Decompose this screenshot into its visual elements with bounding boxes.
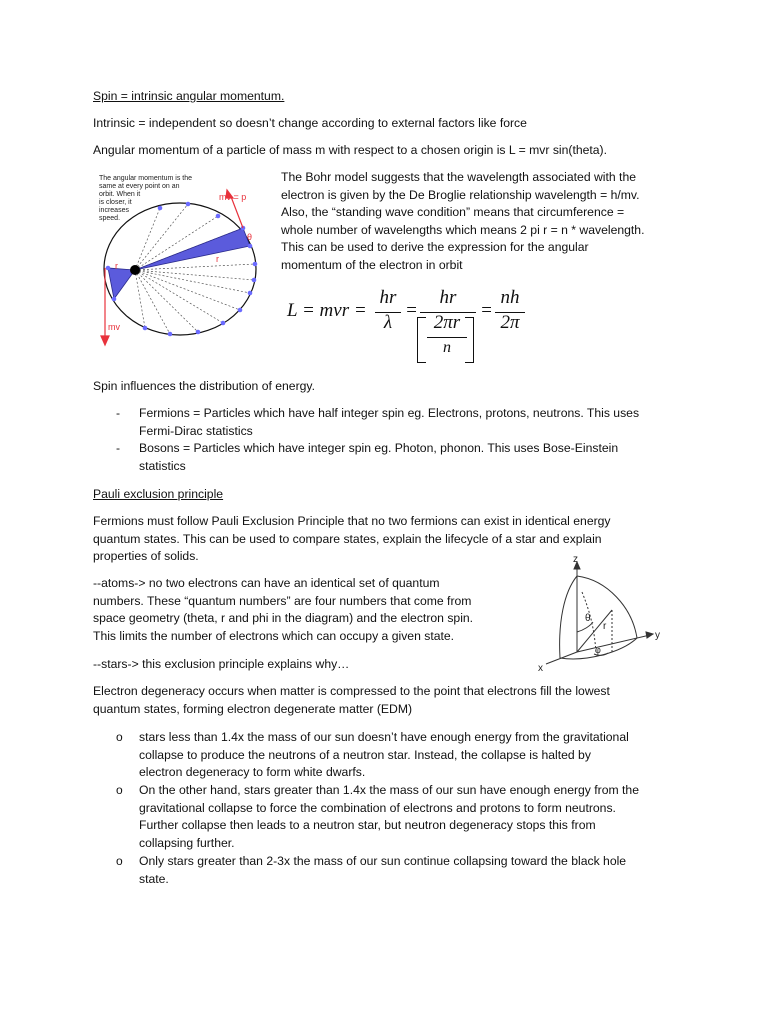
circle-bullet: o bbox=[116, 783, 123, 797]
label-mv: mv bbox=[108, 322, 120, 332]
circle-bullet: o bbox=[116, 854, 123, 868]
frac2-numerator: hr bbox=[439, 287, 457, 308]
label-r-near: r bbox=[115, 261, 118, 271]
star-bullet-white-dwarf bbox=[139, 729, 684, 782]
dash-bullet: - bbox=[116, 441, 121, 455]
degeneracy-line: Electron degeneracy occurs when matter is compressed to the point that electrons fill the lowest bbox=[93, 684, 610, 698]
angular-momentum-equation bbox=[287, 288, 527, 364]
bohr-line: whole number of wavelengths which means 2 pi r = n * wavelength. bbox=[281, 222, 645, 237]
label-mv-equals-p: mv = p bbox=[219, 192, 247, 202]
degeneracy-line: quantum states, forming electron degenerate matter (EDM) bbox=[93, 701, 413, 716]
bohr-line: Also, the “standing wave condition” means that circumference = bbox=[281, 205, 625, 220]
pauli-line: Fermions must follow Pauli Exclusion Principle that no two fermions can exist in identical energy bbox=[93, 514, 611, 528]
bohr-line: This can be used to derive the expression for the angular bbox=[281, 240, 589, 255]
label-theta: θ bbox=[585, 613, 591, 624]
atoms-line: space geometry (theta, r and phi in the diagram) and the electron spin. bbox=[93, 611, 474, 626]
circle-bullet: o bbox=[116, 730, 123, 744]
y-arrowhead bbox=[646, 632, 653, 638]
star-bullet-neutron-star bbox=[139, 782, 684, 852]
frac2-inner-numerator: 2πr bbox=[433, 312, 461, 333]
star-bullet-black-hole bbox=[139, 853, 684, 888]
intrinsic-definition: Intrinsic = independent so doesn’t change according to external factors like force bbox=[93, 116, 527, 130]
bullet-line: stars less than 1.4x the mass of our sun doesn’t have enough energy from the gravitational bbox=[139, 730, 629, 744]
pauli-heading: Pauli exclusion principle bbox=[93, 487, 224, 501]
atoms-paragraph bbox=[93, 575, 523, 645]
degeneracy-paragraph bbox=[93, 683, 683, 718]
nucleus-point bbox=[130, 265, 140, 275]
caption-line: speed. bbox=[99, 215, 121, 222]
frac1-denominator: λ bbox=[383, 312, 393, 333]
caption-line: is closer, it bbox=[99, 199, 132, 206]
area-wedge-far bbox=[135, 228, 253, 270]
frac3-numerator: nh bbox=[500, 287, 520, 308]
label-theta: θ bbox=[247, 232, 253, 242]
bosons-line: statistics bbox=[139, 458, 186, 473]
pauli-line: quantum states. This can be used to compare states, explain the lifecycle of a star and explain bbox=[93, 531, 602, 546]
spherical-coordinates-figure bbox=[532, 552, 672, 674]
bohr-model-text bbox=[281, 169, 681, 275]
equation-lhs: L = mvr = bbox=[287, 300, 367, 321]
equals-2: = bbox=[405, 300, 418, 321]
fermions-line: Fermions = Particles which have half integer spin eg. Electrons, protons, neutrons. This uses bbox=[139, 406, 640, 420]
bullet-line: Only stars greater than 2-3x the mass of our sun continue collapsing toward the black hole bbox=[139, 854, 627, 868]
bohr-line: electron is given by the De Broglie relationship wavelength = h/mv. bbox=[281, 187, 640, 202]
bosons-bullet bbox=[139, 440, 684, 475]
angular-momentum-definition: Angular momentum of a particle of mass m with respect to a chosen origin is L = mvr sin(theta). bbox=[93, 143, 608, 157]
label-x: x bbox=[538, 663, 543, 674]
sphere-arc-xz bbox=[560, 576, 577, 658]
caption-line: orbit. When it bbox=[99, 191, 141, 198]
bullet-line: On the other hand, stars greater than 1.4x the mass of our sun have enough energy from the bbox=[139, 783, 639, 797]
frac3-denominator: 2π bbox=[500, 312, 520, 333]
caption-line: increases bbox=[99, 207, 129, 214]
bullet-line: electron degeneracy to form white dwarfs. bbox=[139, 765, 366, 780]
figure-caption bbox=[99, 175, 192, 222]
bullet-line: collapse to produce the neutrons of a neutron star. Instead, the collapse is halted by bbox=[139, 747, 591, 762]
bullet-line: collapsing further. bbox=[139, 835, 235, 850]
bullet-line: gravitational collapse to force the combination of electrons and protons to form neutrons. bbox=[139, 800, 616, 815]
bullet-line: Further collapse then leads to a neutron star, but neutron degeneracy stops this from bbox=[139, 818, 596, 833]
atoms-line: This limits the number of electrons which can occupy a given state. bbox=[93, 628, 455, 643]
label-y: y bbox=[655, 630, 660, 641]
y-axis bbox=[577, 635, 650, 652]
spin-heading: Spin = intrinsic angular momentum. bbox=[93, 89, 285, 103]
pauli-line: properties of solids. bbox=[93, 549, 199, 564]
frac1-numerator: hr bbox=[379, 287, 397, 308]
label-r: r bbox=[603, 621, 607, 632]
frac2-inner-bar bbox=[427, 337, 467, 338]
fermions-line: Fermi-Dirac statistics bbox=[139, 423, 253, 438]
caption-line: same at every point on an bbox=[99, 183, 180, 190]
dash-bullet: - bbox=[116, 406, 121, 420]
equals-3: = bbox=[480, 300, 493, 321]
atoms-line: numbers. These “quantum numbers” are four numbers that come from bbox=[93, 593, 472, 608]
label-z: z bbox=[573, 554, 578, 565]
stars-intro: --stars-> this exclusion principle explains why… bbox=[93, 657, 350, 671]
orbit-angular-momentum-figure bbox=[90, 168, 270, 348]
bohr-line: momentum of the electron in orbit bbox=[281, 257, 463, 272]
label-phi: φ bbox=[595, 645, 601, 655]
label-r-far: r bbox=[216, 254, 219, 264]
caption-line: The angular momentum is the bbox=[99, 175, 192, 182]
spin-influence-text: Spin influences the distribution of energy. bbox=[93, 379, 315, 393]
bullet-line: state. bbox=[139, 871, 169, 886]
radius-lines bbox=[135, 204, 255, 334]
frac2-inner-denominator: n bbox=[443, 339, 451, 356]
bosons-line: Bosons = Particles which have integer spin eg. Photon, phonon. This uses Bose-Einstein bbox=[139, 441, 619, 455]
atoms-line: --atoms-> no two electrons can have an identical set of quantum bbox=[93, 576, 440, 590]
bohr-line: The Bohr model suggests that the wavelength associated with the bbox=[281, 170, 637, 184]
fermions-bullet bbox=[139, 405, 684, 440]
